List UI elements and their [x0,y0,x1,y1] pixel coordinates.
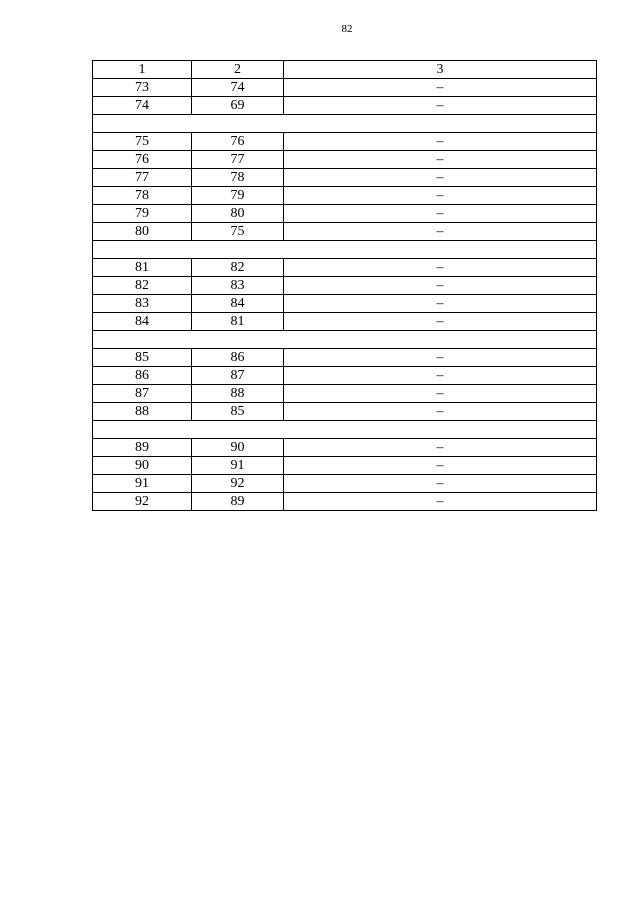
table-row [93,457,597,475]
column-header-3: 3 [284,61,597,79]
table-cell-col-2: 89 [192,493,284,511]
table-cell-col-3: – [284,151,597,169]
table-cell-col-2: 78 [192,169,284,187]
table-cell-col-3: – [284,403,597,421]
group-separator-row [93,331,597,349]
table-row [93,169,597,187]
column-header-2: 2 [192,61,284,79]
table-row [93,313,597,331]
header-row [93,61,597,79]
group-separator-cell [93,241,597,259]
table-cell-col-2: 87 [192,367,284,385]
table-cell-col-2: 83 [192,277,284,295]
table-cell-col-2: 86 [192,349,284,367]
table-cell-col-2: 90 [192,439,284,457]
table-row [93,151,597,169]
table-cell-col-1: 79 [93,205,192,223]
group-separator-row [93,241,597,259]
table-cell-col-1: 76 [93,151,192,169]
table-cell-col-1: 80 [93,223,192,241]
table-cell-col-1: 85 [93,349,192,367]
group-separator-cell [93,115,597,133]
table-cell-col-1: 82 [93,277,192,295]
table-cell-col-3: – [284,79,597,97]
table-cell-col-3: – [284,97,597,115]
table-row [93,223,597,241]
table-cell-col-3: – [284,475,597,493]
table-row [93,403,597,421]
table-cell-col-2: 91 [192,457,284,475]
table-row [93,259,597,277]
table-row [93,133,597,151]
table-cell-col-1: 92 [93,493,192,511]
table-cell-col-2: 69 [192,97,284,115]
table-row [93,97,597,115]
group-separator-cell [93,421,597,439]
table-cell-col-3: – [284,169,597,187]
table-cell-col-1: 86 [93,367,192,385]
table-body [93,79,597,511]
table-cell-col-2: 92 [192,475,284,493]
table-row [93,79,597,97]
table-cell-col-1: 88 [93,403,192,421]
table-row [93,367,597,385]
table-cell-col-2: 82 [192,259,284,277]
table-cell-col-3: – [284,313,597,331]
table-cell-col-3: – [284,223,597,241]
table-cell-col-2: 88 [192,385,284,403]
table-cell-col-1: 75 [93,133,192,151]
table-cell-col-1: 83 [93,295,192,313]
table-row [93,475,597,493]
table-cell-col-1: 74 [93,97,192,115]
table-cell-col-3: – [284,187,597,205]
table-cell-col-3: – [284,439,597,457]
table-cell-col-3: – [284,133,597,151]
table-cell-col-3: – [284,295,597,313]
table-cell-col-3: – [284,205,597,223]
table-cell-col-3: – [284,259,597,277]
table-cell-col-1: 81 [93,259,192,277]
table-cell-col-3: – [284,349,597,367]
table-cell-col-2: 84 [192,295,284,313]
table-row [93,349,597,367]
column-header-1: 1 [93,61,192,79]
table-cell-col-1: 90 [93,457,192,475]
table-cell-col-3: – [284,493,597,511]
table-row [93,385,597,403]
group-separator-cell [93,331,597,349]
table-cell-col-1: 84 [93,313,192,331]
table-cell-col-3: – [284,367,597,385]
data-table [92,60,597,511]
table-cell-col-2: 76 [192,133,284,151]
table-cell-col-1: 77 [93,169,192,187]
table-cell-col-1: 78 [93,187,192,205]
table-cell-col-3: – [284,457,597,475]
group-separator-row [93,421,597,439]
table-cell-col-1: 89 [93,439,192,457]
table-row [93,439,597,457]
table-row [93,277,597,295]
table-cell-col-2: 74 [192,79,284,97]
table-cell-col-2: 81 [192,313,284,331]
table-cell-col-1: 87 [93,385,192,403]
table-row [93,295,597,313]
table-cell-col-2: 75 [192,223,284,241]
page-number: 82 [341,23,353,35]
table-row [93,493,597,511]
group-separator-row [93,115,597,133]
table-cell-col-1: 91 [93,475,192,493]
table-cell-col-3: – [284,277,597,295]
table-cell-col-2: 77 [192,151,284,169]
table-cell-col-2: 85 [192,403,284,421]
table-cell-col-3: – [284,385,597,403]
table-cell-col-2: 80 [192,205,284,223]
table-row [93,205,597,223]
table-cell-col-1: 73 [93,79,192,97]
table-row [93,187,597,205]
table-cell-col-2: 79 [192,187,284,205]
